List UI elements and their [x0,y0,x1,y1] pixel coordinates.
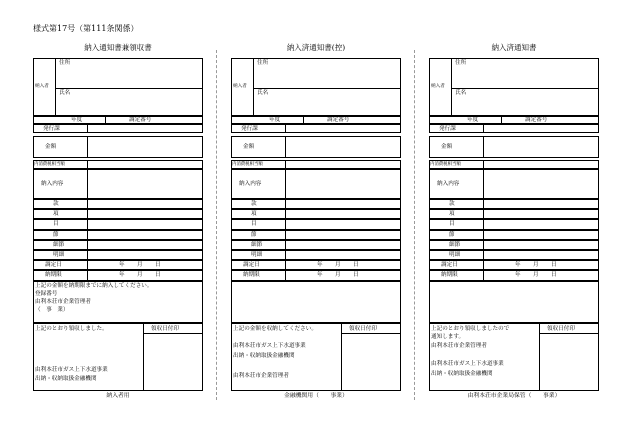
year-row [231,116,401,124]
item-label: 款 [53,201,59,207]
code-number-label: 調定番号 [525,117,548,123]
notice-block [231,281,401,323]
slip-1 [33,44,203,410]
assessment-date-label: 調定日 [45,262,62,269]
slip-title: 納入済通知書 [491,43,537,52]
rule-line [285,230,286,240]
rule-line [87,160,88,169]
rule-line [253,88,401,89]
rule-line [285,270,286,280]
slip-title: 納入済通知書(控) [286,43,346,52]
rule-line [285,124,286,133]
date-unit-label: 年 [317,272,323,279]
cut-line [216,50,217,400]
receipt-text: 上記のとおり領収しました。 [35,325,108,332]
receiver-line: 由利本荘市ガス上下水道事業 [233,342,306,349]
rule-line [285,136,286,158]
item-label: 明細 [251,252,263,258]
rule-line [87,209,88,219]
rule-line [483,260,484,270]
item-label: 目 [251,221,257,228]
notice-line: 上記の金額を納期限までに納入してください。 [35,282,153,289]
item-label: 項 [449,211,455,218]
code-number-label: 調定番号 [129,117,152,123]
date-unit-label: 年 [515,272,521,279]
rule-line [55,58,56,116]
item-label: 目 [449,221,455,228]
payer-label: 納入者 [35,84,49,89]
rule-line [87,270,88,280]
receiver-line: 出納・収納取扱金融機関 [35,375,97,382]
rule-line [285,219,286,229]
slip-footer: 納入者用 [106,392,130,399]
name-label: 氏名 [59,90,71,96]
date-unit-label: 日 [551,262,557,269]
rule-line [483,270,484,280]
rule-line [87,230,88,240]
date-unit-label: 月 [335,262,341,269]
item-label: 項 [251,211,257,218]
rule-line [105,116,106,124]
receiver-line: 由利本荘市企業管理者 [233,372,289,379]
amount-label: 金額 [441,144,453,150]
address-label: 住所 [257,60,269,66]
rule-line [501,116,502,124]
rule-line [87,124,88,133]
rule-line [285,209,286,219]
rule-line [285,250,286,260]
item-label: 項 [53,211,59,218]
item-label: 款 [251,201,257,207]
receipt-text: 上記のとおり領収しましたので [431,325,510,332]
payer-box [429,58,599,116]
receipt-text: 通知します。 [431,333,465,340]
date-unit-label: 年 [119,272,125,279]
item-label: 款 [449,201,455,207]
contents-label: 納入内容 [41,181,64,187]
fiscal-year-label: 年度 [467,117,479,123]
due-date-label: 納期限 [243,272,260,279]
rule-line [87,219,88,229]
payer-box [231,58,401,116]
item-label: 細節 [53,241,65,248]
date-unit-label: 日 [353,272,359,279]
amount-box [429,136,599,158]
slip-footer: 由利本荘市企業局保管（ 事業） [467,392,561,399]
rule-line [285,240,286,250]
item-label: 目 [53,221,59,228]
stamp-label: 領収日付印 [547,325,575,332]
rule-line [303,116,304,124]
date-unit-label: 日 [155,262,161,269]
rule-line [87,260,88,270]
date-unit-label: 月 [533,262,539,269]
form-number: 様式第17号（第111条関係） [33,24,139,33]
receiver-line: 出納・収納取扱金融機関 [431,370,493,377]
rule-line [483,136,484,158]
cut-line [414,50,415,400]
slip-2 [231,44,401,410]
issuing-section-label: 発行課 [241,126,258,132]
address-label: 住所 [59,60,71,66]
rule-line [451,88,599,89]
rule-line [341,333,401,334]
receiver-line: 由利本荘市企業管理者 [431,342,487,349]
notice-block [429,281,599,323]
payer-box [33,58,203,116]
date-unit-label: 月 [137,272,143,279]
payer-label: 納入者 [233,84,247,89]
date-unit-label: 年 [515,262,521,269]
contents-label: 納入内容 [437,181,460,187]
assessment-date-label: 調定日 [243,262,260,269]
consumption-tax-label: 内消費税相当額 [430,162,461,167]
item-label: 明細 [53,252,65,258]
due-date-label: 納期限 [441,272,458,279]
rule-line [87,240,88,250]
rule-line [285,260,286,270]
consumption-tax-label: 内消費税相当額 [34,162,65,167]
rule-line [285,169,286,199]
rule-line [143,333,203,334]
date-unit-label: 年 [119,262,125,269]
receipt-text: 上記の金額を収納してください。 [233,325,317,332]
assessment-date-label: 調定日 [441,262,458,269]
address-label: 住所 [455,60,467,66]
amount-box [33,136,203,158]
consumption-tax-label: 内消費税相当額 [232,162,263,167]
year-row [429,116,599,124]
payer-label: 納入者 [431,84,445,89]
rule-line [55,88,203,89]
item-label: 明細 [449,252,461,258]
name-label: 氏名 [455,90,467,96]
slip-title: 納入通知書兼領収書 [84,43,152,52]
due-date-label: 納期限 [45,272,62,279]
date-unit-label: 月 [533,272,539,279]
rule-line [87,199,88,209]
amount-label: 金額 [243,144,255,150]
rule-line [285,199,286,209]
rule-line [483,124,484,133]
notice-line: 由利本荘市企業管理者 [35,298,91,305]
rule-line [483,169,484,199]
name-label: 氏名 [257,90,269,96]
stamp-label: 領収日付印 [349,325,377,332]
rule-line [285,160,286,169]
item-label: 節 [449,231,455,238]
rule-line [483,230,484,240]
rule-line [87,169,88,199]
rule-line [87,136,88,158]
rule-line [483,240,484,250]
date-unit-label: 日 [551,272,557,279]
item-label: 細節 [449,241,461,248]
item-label: 節 [53,231,59,238]
receiver-line: 出納・収納取扱金融機関 [233,352,295,359]
rule-line [87,250,88,260]
amount-box [231,136,401,158]
date-unit-label: 年 [317,262,323,269]
date-unit-label: 日 [353,262,359,269]
contents-label: 納入内容 [239,181,262,187]
date-unit-label: 月 [335,272,341,279]
receiver-line: 由利本荘市ガス上下水道事業 [431,360,504,367]
notice-line: （ 事 業） [35,306,69,313]
rule-line [483,160,484,169]
item-label: 節 [251,231,257,238]
stamp-label: 領収日付印 [151,325,179,332]
rule-line [253,58,254,116]
issuing-section-label: 発行課 [439,126,456,132]
rule-line [483,209,484,219]
year-row [33,116,203,124]
rule-line [483,250,484,260]
fiscal-year-label: 年度 [269,117,281,123]
item-label: 細節 [251,241,263,248]
date-unit-label: 月 [137,262,143,269]
rule-line [483,199,484,209]
slip-3 [429,44,599,410]
notice-line: 登録番号 [35,290,58,297]
code-number-label: 調定番号 [327,117,350,123]
rule-line [539,333,599,334]
date-unit-label: 日 [155,272,161,279]
rule-line [451,58,452,116]
fiscal-year-label: 年度 [71,117,83,123]
issuing-section-label: 発行課 [43,126,60,132]
amount-label: 金額 [45,144,57,150]
receiver-line: 由利本荘市ガス上下水道事業 [35,366,108,373]
rule-line [483,219,484,229]
slip-footer: 金融機関用（ 事業） [284,392,348,399]
